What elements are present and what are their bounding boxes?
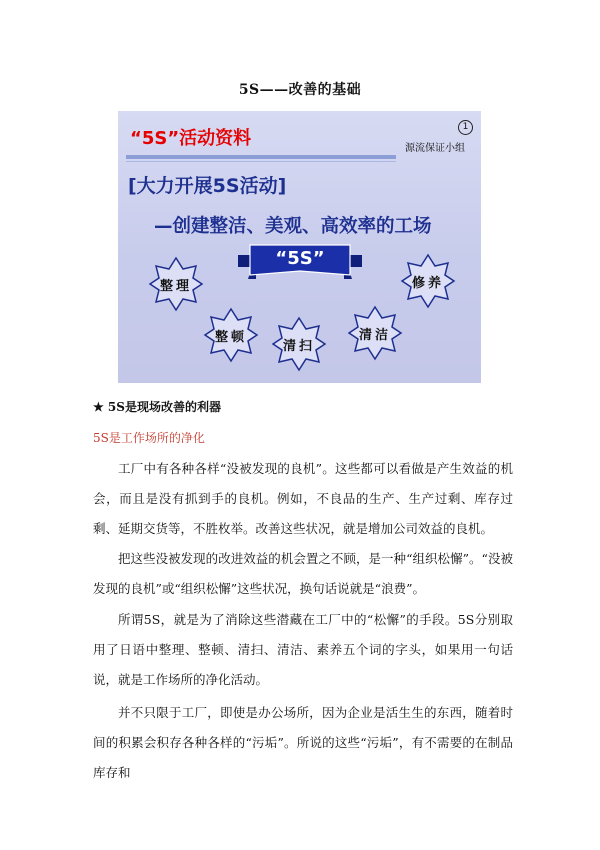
star-label: 整顿 bbox=[214, 330, 247, 345]
section-subheading: 5S是工作场所的净化 bbox=[93, 431, 205, 445]
slide-divider-thin bbox=[126, 161, 396, 162]
slide-subheading: —创建整洁、美观、高效率的工场 bbox=[154, 216, 432, 237]
slide-group-name: 源流保证小组 bbox=[405, 143, 465, 154]
star-item-1 bbox=[148, 256, 204, 312]
banner-text: “5S” bbox=[275, 248, 325, 269]
paragraph-4: 并不只限于工厂，即使是办公场所，因为企业是活生生的东西，随着时间的积累会积存各种各样的“污垢”。所说的这些“污垢”，有不需要的在制品库存和 bbox=[93, 705, 513, 780]
paragraph-3: 所谓5S，就是为了消除这些潜藏在工厂中的“松懈”的手段。5S分别取用了日语中整理、整顿、清扫、清洁、素养五个词的字头，如果用一句话说，就是工作场所的净化活动。 bbox=[93, 612, 513, 687]
star-label: 整理 bbox=[159, 279, 192, 294]
slide-divider bbox=[126, 155, 396, 159]
star-label: 清洁 bbox=[358, 328, 391, 343]
section-heading: ★ 5S是现场改善的利器 bbox=[93, 400, 221, 414]
slide-title: “5S”活动资料 bbox=[130, 128, 252, 149]
document-title: 5S——改善的基础 bbox=[238, 82, 362, 98]
star-label: 清扫 bbox=[282, 339, 315, 354]
star-item-5 bbox=[400, 253, 456, 309]
star-item-2 bbox=[203, 307, 259, 363]
slide-heading: [大力开展5S活动] bbox=[128, 175, 287, 197]
slide-page-number: 1 bbox=[458, 120, 473, 135]
star-item-3 bbox=[271, 316, 327, 372]
5s-banner bbox=[238, 241, 362, 281]
star-item-4 bbox=[347, 305, 403, 361]
slide-image bbox=[118, 111, 481, 383]
star-label: 修养 bbox=[411, 276, 444, 291]
paragraph-1: 工厂中有各种各样“没被发现的良机”。这些都可以看做是产生效益的机会，而且是没有抓到手的良机。例如，不良品的生产、生产过剩、库存过剩、延期交货等，不胜枚举。改善这些状况，就是增加公司效益的良机。 bbox=[93, 461, 513, 536]
paragraph-2: 把这些没被发现的改进效益的机会置之不顾，是一种“组织松懈”。“没被发现的良机”或“组织松懈”这些状况，换句话说就是“浪费”。 bbox=[93, 551, 513, 596]
